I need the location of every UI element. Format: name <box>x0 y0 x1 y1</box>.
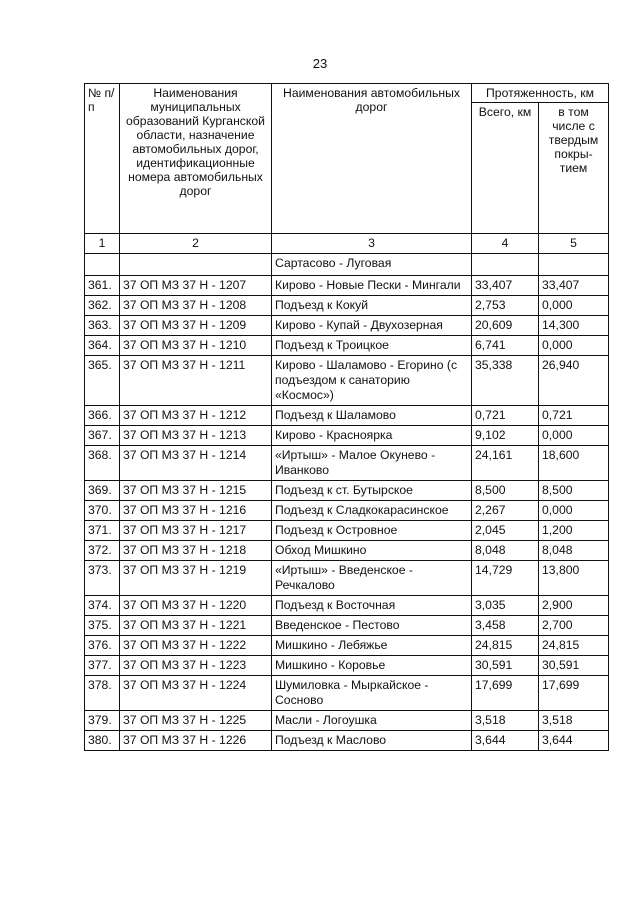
cell-num: 365. <box>85 356 120 406</box>
cell-road-name: «Иртыш» - Введенское - Речкалово <box>272 561 472 596</box>
cell-num: 380. <box>85 731 120 751</box>
cell-id: 37 ОП МЗ 37 Н - 1218 <box>120 541 272 561</box>
cell-road-name: Подъезд к Восточная <box>272 596 472 616</box>
table-row <box>85 356 609 406</box>
cell-paved: 1,200 <box>539 521 609 541</box>
header-total: Всего, км <box>472 103 539 234</box>
header-paved: в том числе с твердым покры-тием <box>539 103 609 234</box>
table-row <box>85 446 609 481</box>
cell-total: 20,609 <box>472 316 539 336</box>
table-row <box>85 296 609 316</box>
cell-id: 37 ОП МЗ 37 Н - 1210 <box>120 336 272 356</box>
cell-road-name: Кирово - Красноярка <box>272 426 472 446</box>
table-row <box>85 636 609 656</box>
table-row <box>85 561 609 596</box>
cell-total: 33,407 <box>472 276 539 296</box>
cell-paved: 30,591 <box>539 656 609 676</box>
cell-id: 37 ОП МЗ 37 Н - 1207 <box>120 276 272 296</box>
cell-paved: 17,699 <box>539 676 609 711</box>
table-row <box>85 711 609 731</box>
cell-road-name: Масли - Логоушка <box>272 711 472 731</box>
cell-road-name: Кирово - Шаламово - Егорино (с подъездом к санаторию «Космос») <box>272 356 472 406</box>
table-row <box>85 541 609 561</box>
cell-num: 374. <box>85 596 120 616</box>
cell-total: 3,035 <box>472 596 539 616</box>
cell-paved: 0,000 <box>539 296 609 316</box>
column-number-row <box>85 234 609 254</box>
cell-id: 37 ОП МЗ 37 Н - 1223 <box>120 656 272 676</box>
table-row <box>85 616 609 636</box>
cell-id: 37 ОП МЗ 37 Н - 1212 <box>120 406 272 426</box>
cell-num: 373. <box>85 561 120 596</box>
cell-paved: 24,815 <box>539 636 609 656</box>
cell-paved: 26,940 <box>539 356 609 406</box>
cell-num: 366. <box>85 406 120 426</box>
cell-paved <box>539 254 609 276</box>
cell-total: 0,721 <box>472 406 539 426</box>
table-row <box>85 276 609 296</box>
cell-id: 37 ОП МЗ 37 Н - 1209 <box>120 316 272 336</box>
cell-road-name: Шумиловка - Мыркайское - Сосново <box>272 676 472 711</box>
table-row <box>85 336 609 356</box>
cell-num: 376. <box>85 636 120 656</box>
cell-total: 9,102 <box>472 426 539 446</box>
cell-id: 37 ОП МЗ 37 Н - 1225 <box>120 711 272 731</box>
cell-paved: 14,300 <box>539 316 609 336</box>
cell-paved: 8,048 <box>539 541 609 561</box>
table-row <box>85 481 609 501</box>
cell-total: 8,048 <box>472 541 539 561</box>
table-body <box>85 254 609 751</box>
cell-num: 377. <box>85 656 120 676</box>
table-row <box>85 521 609 541</box>
column-number: 3 <box>272 234 472 254</box>
table-row <box>85 656 609 676</box>
cell-paved: 8,500 <box>539 481 609 501</box>
cell-num: 364. <box>85 336 120 356</box>
column-number: 4 <box>472 234 539 254</box>
cell-num: 372. <box>85 541 120 561</box>
cell-road-name: «Иртыш» - Малое Окунево - Иванково <box>272 446 472 481</box>
cell-id: 37 ОП МЗ 37 Н - 1222 <box>120 636 272 656</box>
cell-road-name: Мишкино - Коровье <box>272 656 472 676</box>
cell-num: 370. <box>85 501 120 521</box>
cell-total: 24,815 <box>472 636 539 656</box>
table-row <box>85 316 609 336</box>
cell-total: 2,045 <box>472 521 539 541</box>
cell-paved: 0,000 <box>539 501 609 521</box>
cell-paved: 0,000 <box>539 336 609 356</box>
cell-paved: 18,600 <box>539 446 609 481</box>
table-row <box>85 731 609 751</box>
cell-road-name: Обход Мишкино <box>272 541 472 561</box>
page-number: 23 <box>312 56 328 71</box>
cell-paved: 0,721 <box>539 406 609 426</box>
cell-id: 37 ОП МЗ 37 Н - 1216 <box>120 501 272 521</box>
cell-road-name: Сартасово - Луговая <box>272 254 472 276</box>
table-header <box>85 84 609 254</box>
column-number: 5 <box>539 234 609 254</box>
cell-id: 37 ОП МЗ 37 Н - 1219 <box>120 561 272 596</box>
table-row <box>85 596 609 616</box>
header-num: № п/п <box>85 84 120 234</box>
cell-num: 367. <box>85 426 120 446</box>
cell-road-name: Кирово - Новые Пески - Мингали <box>272 276 472 296</box>
cell-id: 37 ОП МЗ 37 Н - 1217 <box>120 521 272 541</box>
cell-road-name: Подъезд к Шаламово <box>272 406 472 426</box>
cell-total: 3,644 <box>472 731 539 751</box>
cell-id: 37 ОП МЗ 37 Н - 1224 <box>120 676 272 711</box>
cell-num: 361. <box>85 276 120 296</box>
table-row <box>85 426 609 446</box>
cell-total: 2,267 <box>472 501 539 521</box>
cell-paved: 3,518 <box>539 711 609 731</box>
cell-paved: 0,000 <box>539 426 609 446</box>
cell-id: 37 ОП МЗ 37 Н - 1211 <box>120 356 272 406</box>
continuation-row <box>85 254 609 276</box>
cell-paved: 2,900 <box>539 596 609 616</box>
cell-id: 37 ОП МЗ 37 Н - 1208 <box>120 296 272 316</box>
cell-num <box>85 254 120 276</box>
cell-total: 35,338 <box>472 356 539 406</box>
cell-total: 17,699 <box>472 676 539 711</box>
cell-road-name: Подъезд к Островное <box>272 521 472 541</box>
cell-num: 363. <box>85 316 120 336</box>
cell-paved: 13,800 <box>539 561 609 596</box>
cell-id: 37 ОП МЗ 37 Н - 1220 <box>120 596 272 616</box>
cell-id: 37 ОП МЗ 37 Н - 1226 <box>120 731 272 751</box>
cell-total: 2,753 <box>472 296 539 316</box>
cell-num: 369. <box>85 481 120 501</box>
cell-road-name: Мишкино - Лебяжье <box>272 636 472 656</box>
cell-road-name: Подъезд к Кокуй <box>272 296 472 316</box>
cell-total: 30,591 <box>472 656 539 676</box>
header-municipality: Наименования муниципальных образований Курганской области, назначение автомобильных дорог, идентификационные номера автомобильных дорог <box>120 84 272 234</box>
table-row <box>85 501 609 521</box>
cell-id: 37 ОП МЗ 37 Н - 1221 <box>120 616 272 636</box>
cell-num: 375. <box>85 616 120 636</box>
cell-road-name: Подъезд к ст. Бутырское <box>272 481 472 501</box>
cell-total: 24,161 <box>472 446 539 481</box>
cell-total: 8,500 <box>472 481 539 501</box>
cell-num: 378. <box>85 676 120 711</box>
cell-id: 37 ОП МЗ 37 Н - 1214 <box>120 446 272 481</box>
cell-paved: 2,700 <box>539 616 609 636</box>
cell-id: 37 ОП МЗ 37 Н - 1213 <box>120 426 272 446</box>
cell-road-name: Введенское - Пестово <box>272 616 472 636</box>
cell-total: 3,518 <box>472 711 539 731</box>
roads-table <box>84 83 609 751</box>
cell-num: 379. <box>85 711 120 731</box>
header-length: Протяженность, км <box>472 84 609 103</box>
cell-num: 371. <box>85 521 120 541</box>
cell-total: 14,729 <box>472 561 539 596</box>
column-number: 1 <box>85 234 120 254</box>
header-road-name: Наименования автомобильных дорог <box>272 84 472 234</box>
cell-id <box>120 254 272 276</box>
cell-paved: 3,644 <box>539 731 609 751</box>
cell-num: 368. <box>85 446 120 481</box>
cell-road-name: Подъезд к Сладкокарасинское <box>272 501 472 521</box>
cell-total: 6,741 <box>472 336 539 356</box>
cell-road-name: Подъезд к Троицкое <box>272 336 472 356</box>
table-row <box>85 406 609 426</box>
cell-total: 3,458 <box>472 616 539 636</box>
cell-paved: 33,407 <box>539 276 609 296</box>
column-number: 2 <box>120 234 272 254</box>
cell-num: 362. <box>85 296 120 316</box>
cell-road-name: Кирово - Купай - Двухозерная <box>272 316 472 336</box>
table-row <box>85 676 609 711</box>
cell-road-name: Подъезд к Маслово <box>272 731 472 751</box>
cell-total <box>472 254 539 276</box>
cell-id: 37 ОП МЗ 37 Н - 1215 <box>120 481 272 501</box>
